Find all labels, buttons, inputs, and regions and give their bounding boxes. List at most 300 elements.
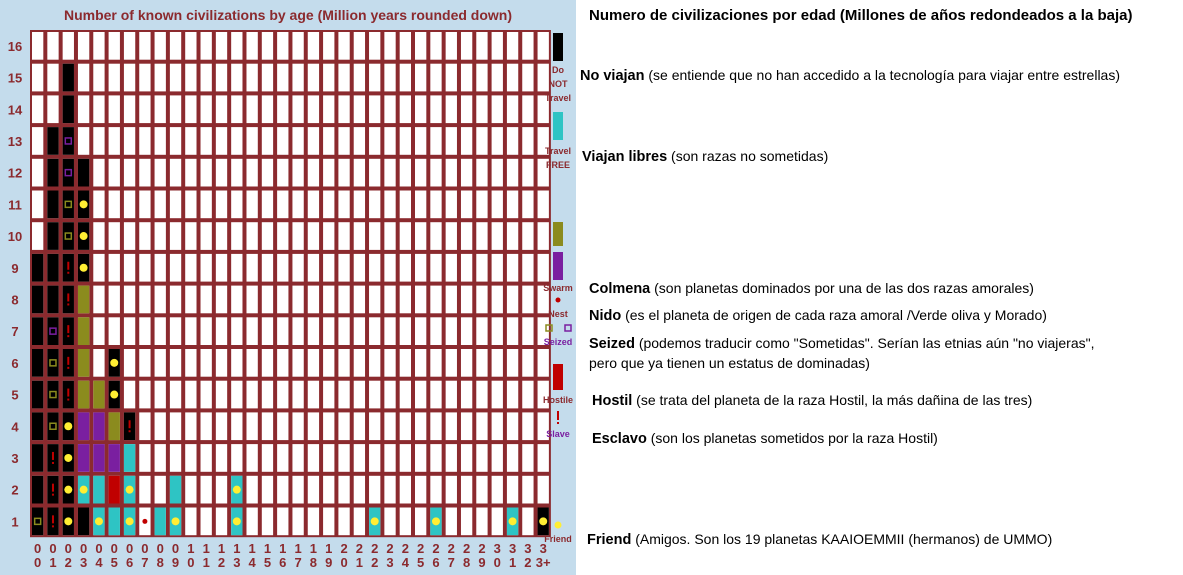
x-tick-label: 3 2 bbox=[524, 541, 532, 571]
grid-cell bbox=[384, 476, 395, 504]
x-tick-label: 3 3+ bbox=[535, 541, 551, 571]
grid-cell bbox=[507, 317, 518, 345]
grid-cell bbox=[476, 349, 487, 377]
grid-cell bbox=[155, 64, 166, 92]
grid-cell bbox=[170, 286, 181, 314]
grid-cell bbox=[476, 95, 487, 123]
grid-cell bbox=[201, 159, 212, 187]
grid-cell bbox=[246, 317, 257, 345]
grid-cell bbox=[476, 127, 487, 155]
grid-cell bbox=[277, 381, 288, 409]
grid-cell bbox=[446, 222, 457, 250]
legend-slave-mark bbox=[557, 411, 559, 420]
slave-mark bbox=[67, 357, 69, 365]
grid-cell bbox=[231, 444, 242, 472]
grid-cell bbox=[262, 444, 273, 472]
grid-cell bbox=[338, 127, 349, 155]
grid-cell bbox=[369, 191, 380, 219]
grid-cell bbox=[292, 444, 303, 472]
grid-cell bbox=[277, 317, 288, 345]
grid-cell bbox=[354, 222, 365, 250]
grid-cell bbox=[538, 349, 549, 377]
grid-cell bbox=[262, 476, 273, 504]
desc-text: (son planetas dominados por una de las dos razas amorales) bbox=[650, 280, 1034, 296]
friend-dot bbox=[64, 486, 72, 494]
desc-seized bbox=[589, 334, 1109, 373]
grid-cell bbox=[277, 222, 288, 250]
grid-cell bbox=[476, 508, 487, 536]
bar-cell-swarm-purple bbox=[78, 444, 89, 472]
grid-cell bbox=[384, 159, 395, 187]
grid-cell bbox=[507, 222, 518, 250]
grid-cell bbox=[522, 254, 533, 282]
grid-cell bbox=[415, 191, 426, 219]
grid-cell bbox=[231, 412, 242, 440]
grid-cell bbox=[277, 95, 288, 123]
grid-cell bbox=[246, 381, 257, 409]
grid-cell bbox=[231, 317, 242, 345]
grid-cell bbox=[323, 32, 334, 60]
grid-cell bbox=[476, 222, 487, 250]
y-tick-label: 8 bbox=[11, 292, 19, 308]
slave-mark bbox=[67, 262, 69, 270]
slave-mark bbox=[67, 325, 69, 333]
legend-swatch-travel-free bbox=[553, 112, 563, 140]
grid-cell bbox=[384, 381, 395, 409]
grid-cell bbox=[216, 159, 227, 187]
grid-cell bbox=[354, 32, 365, 60]
grid-cell bbox=[507, 64, 518, 92]
grid-cell bbox=[461, 412, 472, 440]
grid-cell bbox=[139, 254, 150, 282]
grid-cell bbox=[400, 349, 411, 377]
desc-term: Hostil bbox=[592, 393, 633, 409]
grid-cell bbox=[430, 286, 441, 314]
grid-cell bbox=[124, 64, 135, 92]
bar-cell-do-not-travel bbox=[47, 159, 58, 187]
grid-cell bbox=[262, 222, 273, 250]
grid-cell bbox=[400, 64, 411, 92]
legend-friend-dot bbox=[555, 522, 562, 529]
bar-cell-do-not-travel bbox=[47, 381, 58, 409]
grid-cell bbox=[338, 412, 349, 440]
grid-cell bbox=[262, 191, 273, 219]
bar-cell-do-not-travel bbox=[78, 508, 89, 536]
grid-cell bbox=[476, 32, 487, 60]
grid-cell bbox=[492, 444, 503, 472]
y-tick-label: 16 bbox=[7, 38, 23, 54]
friend-dot bbox=[110, 359, 118, 367]
legend-label-do-not-travel: Travel bbox=[544, 93, 572, 103]
grid-cell bbox=[446, 95, 457, 123]
grid-cell bbox=[231, 95, 242, 123]
grid-cell bbox=[262, 127, 273, 155]
grid-cell bbox=[155, 444, 166, 472]
grid-cell bbox=[78, 95, 89, 123]
grid-cell bbox=[216, 381, 227, 409]
grid-cell bbox=[308, 127, 319, 155]
x-tick-label: 1 9 bbox=[325, 541, 333, 571]
grid-cell bbox=[185, 191, 196, 219]
legend-swatch-swarm-olive bbox=[553, 222, 563, 246]
grid-cell bbox=[492, 254, 503, 282]
bar-cell-do-not-travel bbox=[47, 127, 58, 155]
grid-cell bbox=[231, 32, 242, 60]
legend-swatch-hostile bbox=[553, 364, 563, 390]
x-tick-label: 1 6 bbox=[279, 541, 287, 571]
bar-cell-do-not-travel bbox=[32, 412, 43, 440]
grid-cell bbox=[246, 222, 257, 250]
grid-cell bbox=[415, 159, 426, 187]
grid-cell bbox=[262, 64, 273, 92]
legend-label-seized: Seized bbox=[543, 337, 573, 347]
grid-cell bbox=[476, 159, 487, 187]
grid-cell bbox=[231, 381, 242, 409]
y-tick-label: 10 bbox=[7, 229, 23, 245]
grid-cell bbox=[216, 317, 227, 345]
grid-cell bbox=[185, 222, 196, 250]
grid-cell bbox=[400, 476, 411, 504]
friend-dot bbox=[432, 517, 440, 525]
grid-cell bbox=[292, 317, 303, 345]
friend-dot bbox=[95, 517, 103, 525]
bar-cell-do-not-travel bbox=[32, 444, 43, 472]
grid-cell bbox=[308, 222, 319, 250]
grid-cell bbox=[155, 286, 166, 314]
x-tick-label: 2 2 bbox=[371, 541, 379, 571]
grid-cell bbox=[415, 32, 426, 60]
friend-dot bbox=[64, 454, 72, 462]
grid-cell bbox=[476, 381, 487, 409]
grid-cell bbox=[522, 317, 533, 345]
grid-cell bbox=[338, 32, 349, 60]
desc-text: (se trata del planeta de la raza Hostil, la más dañina de las tres) bbox=[632, 392, 1033, 408]
x-tick-label: 3 0 bbox=[493, 541, 501, 571]
grid-cell bbox=[400, 222, 411, 250]
chart-svg bbox=[0, 0, 576, 575]
grid-cell bbox=[216, 476, 227, 504]
grid-cell bbox=[369, 349, 380, 377]
grid-cell bbox=[32, 159, 43, 187]
grid-cell bbox=[170, 349, 181, 377]
grid-cell bbox=[507, 32, 518, 60]
grid-cell bbox=[139, 381, 150, 409]
x-tick-label: 2 4 bbox=[401, 541, 409, 571]
grid-cell bbox=[522, 159, 533, 187]
grid-cell bbox=[323, 222, 334, 250]
grid-cell bbox=[384, 508, 395, 536]
grid-cell bbox=[32, 127, 43, 155]
grid-cell bbox=[262, 159, 273, 187]
grid-cell bbox=[231, 286, 242, 314]
legend-label-travel-free: FREE bbox=[545, 160, 571, 170]
grid-cell bbox=[430, 191, 441, 219]
grid-cell bbox=[292, 476, 303, 504]
x-tick-label: 2 1 bbox=[355, 541, 363, 571]
grid-cell bbox=[216, 127, 227, 155]
grid-cell bbox=[93, 222, 104, 250]
grid-cell bbox=[231, 127, 242, 155]
y-tick-label: 2 bbox=[11, 482, 19, 498]
grid-cell bbox=[492, 222, 503, 250]
grid-cell bbox=[461, 64, 472, 92]
grid-cell bbox=[369, 381, 380, 409]
grid-cell bbox=[170, 95, 181, 123]
grid-cell bbox=[430, 222, 441, 250]
grid-cell bbox=[185, 254, 196, 282]
grid-cell bbox=[446, 317, 457, 345]
desc-friend bbox=[587, 530, 1179, 550]
grid-cell bbox=[522, 508, 533, 536]
grid-cell bbox=[446, 127, 457, 155]
grid-cell bbox=[277, 444, 288, 472]
grid-cell bbox=[262, 508, 273, 536]
bar-cell-do-not-travel bbox=[32, 286, 43, 314]
grid-cell bbox=[323, 317, 334, 345]
grid-cell bbox=[170, 444, 181, 472]
desc-text: (es el planeta de origen de cada raza amoral /Verde oliva y Morado) bbox=[621, 307, 1047, 323]
legend-nest-dot bbox=[556, 298, 561, 303]
grid-cell bbox=[507, 476, 518, 504]
bar-cell-do-not-travel bbox=[63, 127, 74, 155]
grid-cell bbox=[492, 191, 503, 219]
grid-cell bbox=[522, 222, 533, 250]
x-tick-label: 1 2 bbox=[217, 541, 226, 571]
bar-cell-swarm-olive bbox=[78, 317, 89, 345]
grid-cell bbox=[93, 95, 104, 123]
grid-cell bbox=[124, 127, 135, 155]
grid-cell bbox=[32, 64, 43, 92]
grid-cell bbox=[308, 317, 319, 345]
grid-cell bbox=[139, 191, 150, 219]
desc-no-viajan bbox=[580, 66, 1180, 86]
grid-cell bbox=[231, 159, 242, 187]
grid-cell bbox=[32, 191, 43, 219]
grid-cell bbox=[308, 32, 319, 60]
desc-text: (podemos traducir como "Sometidas". Serían las etnias aún "no viajeras", pero que ya tienen un estatus de dominadas) bbox=[589, 335, 1095, 371]
x-tick-label: 1 1 bbox=[202, 541, 210, 571]
bar-cell-travel-free bbox=[93, 476, 104, 504]
grid-cell bbox=[308, 444, 319, 472]
grid-cell bbox=[246, 32, 257, 60]
grid-cell bbox=[139, 444, 150, 472]
grid-cell bbox=[246, 64, 257, 92]
grid-cell bbox=[124, 381, 135, 409]
grid-cell bbox=[216, 32, 227, 60]
desc-hostil bbox=[592, 391, 1179, 411]
grid-cell bbox=[93, 191, 104, 219]
grid-cell bbox=[185, 444, 196, 472]
slave-mark-dot bbox=[129, 430, 131, 432]
grid-cell bbox=[522, 32, 533, 60]
grid-cell bbox=[170, 381, 181, 409]
grid-cell bbox=[277, 476, 288, 504]
grid-cell bbox=[78, 32, 89, 60]
grid-cell bbox=[354, 159, 365, 187]
grid-cell bbox=[246, 349, 257, 377]
grid-cell bbox=[430, 254, 441, 282]
grid-cell bbox=[430, 95, 441, 123]
x-tick-label: 0 8 bbox=[156, 541, 164, 571]
grid-cell bbox=[139, 32, 150, 60]
grid-cell bbox=[139, 349, 150, 377]
grid-cell bbox=[492, 159, 503, 187]
grid-cell bbox=[185, 508, 196, 536]
friend-dot bbox=[126, 517, 134, 525]
grid-cell bbox=[538, 191, 549, 219]
y-tick-label: 11 bbox=[8, 197, 22, 213]
grid-cell bbox=[139, 412, 150, 440]
grid-cell bbox=[323, 159, 334, 187]
bar-cell-travel-free bbox=[109, 508, 120, 536]
grid-cell bbox=[308, 412, 319, 440]
grid-cell bbox=[538, 64, 549, 92]
grid-cell bbox=[446, 159, 457, 187]
grid-cell bbox=[538, 222, 549, 250]
grid-cell bbox=[354, 349, 365, 377]
grid-cell bbox=[292, 349, 303, 377]
grid-cell bbox=[124, 317, 135, 345]
grid-cell bbox=[492, 127, 503, 155]
grid-cell bbox=[292, 95, 303, 123]
bar-cell-do-not-travel bbox=[32, 254, 43, 282]
grid-cell bbox=[522, 412, 533, 440]
grid-cell bbox=[415, 127, 426, 155]
grid-cell bbox=[201, 444, 212, 472]
x-tick-label: 0 1 bbox=[49, 541, 57, 571]
grid-cell bbox=[492, 349, 503, 377]
grid-cell bbox=[170, 32, 181, 60]
bar-cell-do-not-travel bbox=[63, 64, 74, 92]
grid-cell bbox=[461, 32, 472, 60]
slave-mark-dot bbox=[52, 462, 54, 464]
grid-cell bbox=[522, 286, 533, 314]
grid-cell bbox=[507, 349, 518, 377]
x-tick-label: 1 3 bbox=[233, 541, 241, 571]
grid-cell bbox=[292, 412, 303, 440]
grid-cell bbox=[507, 254, 518, 282]
grid-cell bbox=[201, 127, 212, 155]
bar-cell-swarm-purple bbox=[93, 412, 104, 440]
grid-cell bbox=[201, 317, 212, 345]
legend-slave-mark-dot bbox=[557, 422, 559, 424]
slave-mark-dot bbox=[67, 367, 69, 369]
grid-cell bbox=[369, 95, 380, 123]
grid-cell bbox=[476, 476, 487, 504]
grid-cell bbox=[308, 286, 319, 314]
x-tick-label: 1 4 bbox=[248, 541, 256, 571]
grid-cell bbox=[124, 349, 135, 377]
bar-cell-travel-free bbox=[170, 476, 181, 504]
grid-cell bbox=[538, 444, 549, 472]
grid-cell bbox=[216, 95, 227, 123]
grid-cell bbox=[415, 95, 426, 123]
grid-cell bbox=[507, 127, 518, 155]
grid-cell bbox=[369, 32, 380, 60]
grid-cell bbox=[507, 286, 518, 314]
grid-cell bbox=[384, 127, 395, 155]
grid-cell bbox=[446, 349, 457, 377]
grid-cell bbox=[338, 444, 349, 472]
grid-cell bbox=[124, 32, 135, 60]
grid-cell bbox=[400, 317, 411, 345]
grid-cell bbox=[185, 412, 196, 440]
friend-dot bbox=[233, 486, 241, 494]
grid-cell bbox=[507, 191, 518, 219]
x-tick-label: 1 8 bbox=[309, 541, 318, 571]
grid-cell bbox=[109, 64, 120, 92]
grid-cell bbox=[292, 159, 303, 187]
bar-cell-do-not-travel bbox=[63, 191, 74, 219]
grid-cell bbox=[246, 95, 257, 123]
grid-cell bbox=[201, 254, 212, 282]
grid-cell bbox=[400, 127, 411, 155]
grid-cell bbox=[323, 254, 334, 282]
grid-cell bbox=[216, 444, 227, 472]
friend-dot bbox=[64, 422, 72, 430]
grid-cell bbox=[292, 286, 303, 314]
grid-cell bbox=[155, 349, 166, 377]
grid-cell bbox=[124, 222, 135, 250]
grid-cell bbox=[384, 32, 395, 60]
grid-cell bbox=[461, 222, 472, 250]
grid-cell bbox=[522, 127, 533, 155]
grid-cell bbox=[124, 286, 135, 314]
grid-cell bbox=[522, 476, 533, 504]
bar-cell-do-not-travel bbox=[63, 95, 74, 123]
grid-cell bbox=[369, 286, 380, 314]
x-tick-label: 0 2 bbox=[64, 541, 72, 571]
legend-swatch-do-not-travel bbox=[553, 33, 563, 61]
y-tick-label: 13 bbox=[7, 133, 23, 149]
grid-cell bbox=[277, 127, 288, 155]
grid-cell bbox=[109, 317, 120, 345]
grid-cell bbox=[507, 159, 518, 187]
grid-cell bbox=[32, 222, 43, 250]
grid-cell bbox=[124, 159, 135, 187]
grid-cell bbox=[369, 222, 380, 250]
grid-cell bbox=[155, 32, 166, 60]
grid-cell bbox=[308, 508, 319, 536]
grid-cell bbox=[369, 64, 380, 92]
grid-cell bbox=[170, 254, 181, 282]
grid-cell bbox=[415, 222, 426, 250]
friend-dot bbox=[233, 517, 241, 525]
friend-dot bbox=[172, 517, 180, 525]
grid-cell bbox=[292, 32, 303, 60]
legend-label-swarm: Swarm bbox=[543, 283, 573, 293]
grid-cell bbox=[93, 32, 104, 60]
grid-cell bbox=[354, 381, 365, 409]
grid-cell bbox=[430, 476, 441, 504]
grid-cell bbox=[185, 476, 196, 504]
grid-cell bbox=[124, 95, 135, 123]
bar-cell-do-not-travel bbox=[47, 317, 58, 345]
slave-mark bbox=[67, 293, 69, 301]
grid-cell bbox=[338, 476, 349, 504]
grid-cell bbox=[216, 412, 227, 440]
x-tick-label: 1 5 bbox=[263, 541, 272, 571]
y-tick-label: 4 bbox=[11, 419, 19, 435]
grid-cell bbox=[538, 32, 549, 60]
grid-cell bbox=[384, 349, 395, 377]
x-tick-label: 2 6 bbox=[432, 541, 440, 571]
slave-mark-dot bbox=[67, 399, 69, 401]
grid-cell bbox=[492, 381, 503, 409]
desc-term: Friend bbox=[587, 532, 632, 548]
grid-cell bbox=[354, 317, 365, 345]
grid-cell bbox=[262, 349, 273, 377]
